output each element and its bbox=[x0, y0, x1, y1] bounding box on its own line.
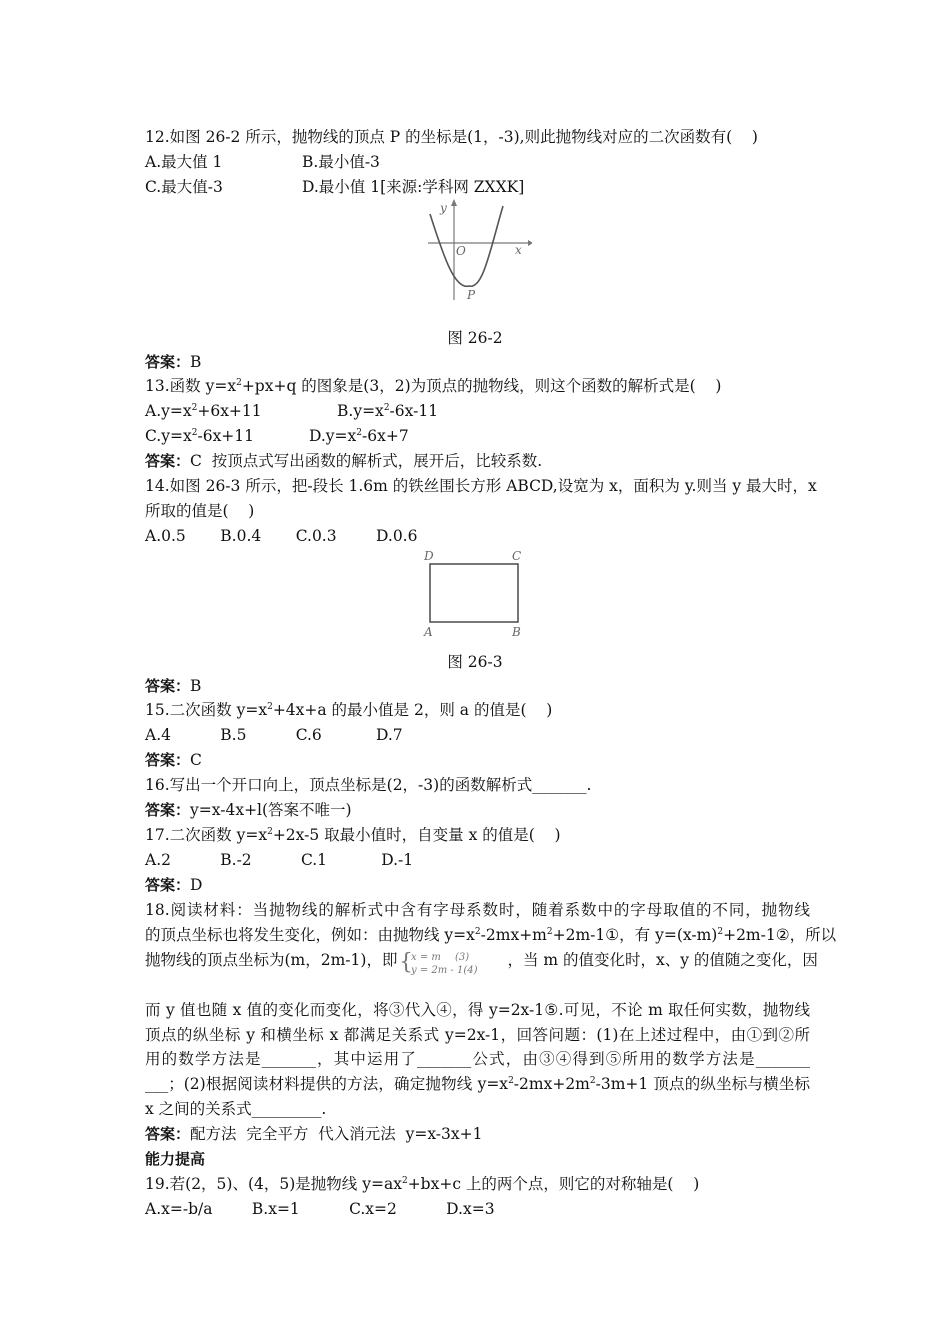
q15-answer bbox=[145, 749, 810, 771]
q19-options: A.x=-b/a B.x=1 C.x=2 D.x=3 bbox=[145, 1200, 495, 1218]
q16-stem: 16.写出一个开口向上，顶点坐标是(2，-3)的函数解析式_______. bbox=[145, 776, 592, 794]
q12-opt-d: D.最小值 1[来源:学科网 ZXXK] bbox=[302, 178, 525, 196]
parabola-figure bbox=[420, 198, 532, 304]
figure-caption-26-3: 图 26-3 bbox=[447, 653, 503, 671]
q12-options-row1 bbox=[145, 151, 810, 173]
q18-line7: ___；(2)根据阅读材料提供的方法，确定抛物线 $y=x^2-2mx+2m^2-3m+1$ 顶点的纵坐标与横坐标 bbox=[145, 1075, 811, 1093]
answer-label: 答案： bbox=[145, 452, 191, 470]
q18-line5: 顶点的纵坐标 y 和横坐标 x 都满足关系式 y=2x-1，回答问题：(1)在上述过程中，由①到②所 bbox=[145, 1026, 810, 1044]
q18-answer bbox=[145, 1123, 810, 1145]
q13-answer bbox=[145, 450, 810, 472]
answer-label: 答案： bbox=[145, 677, 191, 695]
q18-line6: 用的数学方法是_______，其中运用了_______公式，由③④得到⑤所用的数学方法是_______ bbox=[145, 1050, 810, 1068]
q18-line8: x 之间的关系式_________. bbox=[145, 1100, 327, 1118]
answer-label: 答案： bbox=[145, 1125, 191, 1143]
parabola-curve bbox=[430, 206, 503, 286]
svg-text:(3): (3) bbox=[455, 952, 470, 963]
q17-options: A.2 B.-2 C.1 D.-1 bbox=[145, 851, 414, 869]
q14-stem-line2: 所取的值是( ) bbox=[145, 502, 255, 520]
q18-line1: 18.阅读材料：当抛物线的解析式中含有字母系数时，随着系数中的字母取值的不同，抛物线 bbox=[145, 901, 810, 919]
vertex-label-a: A bbox=[424, 625, 433, 639]
q12-options-row2 bbox=[145, 176, 810, 198]
answer-label: 答案： bbox=[145, 801, 191, 819]
q12-opt-b: B.最小值-3 bbox=[302, 153, 380, 171]
answer-text: C bbox=[190, 751, 202, 769]
q14-options: A.0.5 B.0.4 C.0.3 D.0.6 bbox=[145, 527, 418, 545]
answer-text: C 按顶点式写出函数的解析式，展开后，比较系数. bbox=[190, 452, 543, 470]
q15-stem: 15.二次函数 $y=x^2+4x+a$ 的最小值是 2，则 a 的值是( ) bbox=[145, 701, 553, 719]
figure-label-x: x bbox=[515, 243, 522, 257]
q18-line2: 的顶点坐标也将发生变化，例如：由抛物线 $y=x^2-2mx+m^2+2m-1①$，有 $y=(x-m)^2+2m-1②$，所以 bbox=[145, 926, 837, 944]
q13-options-row2 bbox=[145, 425, 810, 447]
answer-text: 配方法 完全平方 代入消元法 y=x-3x+1 bbox=[190, 1125, 483, 1143]
equation-system bbox=[397, 949, 507, 976]
q12-opt-c: C.最大值-3 bbox=[145, 178, 223, 196]
q12-opt-a: A.最大值 1 bbox=[145, 153, 223, 171]
svg-text:y = 2m - 1(4): y = 2m - 1(4) bbox=[411, 965, 478, 976]
q13-options-row1 bbox=[145, 400, 810, 422]
x-axis-arrow bbox=[528, 240, 532, 246]
q18-line4: 而 y 值也随 x 值的变化而变化，将③代入④，得 y=2x-1⑤.可见，不论 m 取任何实数，抛物线 bbox=[145, 1001, 810, 1019]
q13-opt-a: $A.y=x^2+6x+11$ bbox=[145, 402, 262, 420]
q14-answer bbox=[145, 675, 810, 697]
q12-stem: 12.如图 26-2 所示，抛物线的顶点 P 的坐标是(1，-3),则此抛物线对应的二次函数有( ) bbox=[145, 128, 758, 146]
answer-text: D bbox=[190, 876, 203, 894]
figure-caption-26-2: 图 26-2 bbox=[447, 329, 503, 347]
q18-line3: 抛物线的顶点坐标为(m，2m-1)，即 { x = m (3) y = 2m - 1(4) ，当 m 的值变化时，x、y 的值随之变化，因 bbox=[145, 950, 818, 976]
q19-stem: 19.若(2，5)、(4，5)是抛物线 $y=ax^2+bx+c$ 上的两个点，则它的对称轴是( ) bbox=[145, 1175, 700, 1193]
q17-stem: 17.二次函数 $y=x^2+2x-5$ 取最小值时，自变量 x 的值是( ) bbox=[145, 826, 561, 844]
q13-opt-d: $D.y=x^2-6x+7$ bbox=[309, 427, 409, 445]
figure-label-y: y bbox=[440, 201, 447, 215]
figure-label-vertex-p: P bbox=[467, 288, 476, 302]
answer-text: B bbox=[190, 677, 202, 695]
q14-stem-line1: 14.如图 26-3 所示，把-段长 1.6m 的铁丝围长方形 ABCD,设宽为 x，面积为 y.则当 y 最大时，x bbox=[145, 477, 817, 495]
q12-answer bbox=[145, 351, 810, 373]
q17-answer bbox=[145, 874, 810, 896]
rectangle-figure bbox=[420, 546, 530, 640]
vertex-label-c: C bbox=[512, 549, 522, 563]
q13-opt-c: $C.y=x^2-6x+11$ bbox=[145, 427, 255, 445]
answer-label: 答案： bbox=[145, 353, 191, 371]
section-heading: 能力提高 bbox=[145, 1150, 206, 1168]
q13-opt-b: $B.y=x^2-6x-11$ bbox=[337, 402, 439, 420]
q15-options: A.4 B.5 C.6 D.7 bbox=[145, 726, 403, 744]
y-axis-arrow bbox=[451, 199, 457, 206]
svg-text:{: { bbox=[399, 950, 414, 975]
answer-label: 答案： bbox=[145, 751, 191, 769]
figure-label-origin: O bbox=[456, 244, 466, 258]
answer-text: y=x-4x+l(答案不唯一) bbox=[190, 801, 352, 819]
answer-label: 答案： bbox=[145, 876, 191, 894]
q16-answer bbox=[145, 799, 810, 821]
vertex-label-d: D bbox=[424, 549, 434, 563]
svg-text:x = m: x = m bbox=[411, 952, 442, 963]
answer-text: B bbox=[190, 353, 202, 371]
rectangle-abcd bbox=[430, 564, 518, 622]
vertex-label-b: B bbox=[512, 625, 521, 639]
q13-stem: 13.函数 $y=x^2+px+q$ 的图象是(3，2)为顶点的抛物线，则这个函数的解析式是( ) bbox=[145, 377, 722, 395]
